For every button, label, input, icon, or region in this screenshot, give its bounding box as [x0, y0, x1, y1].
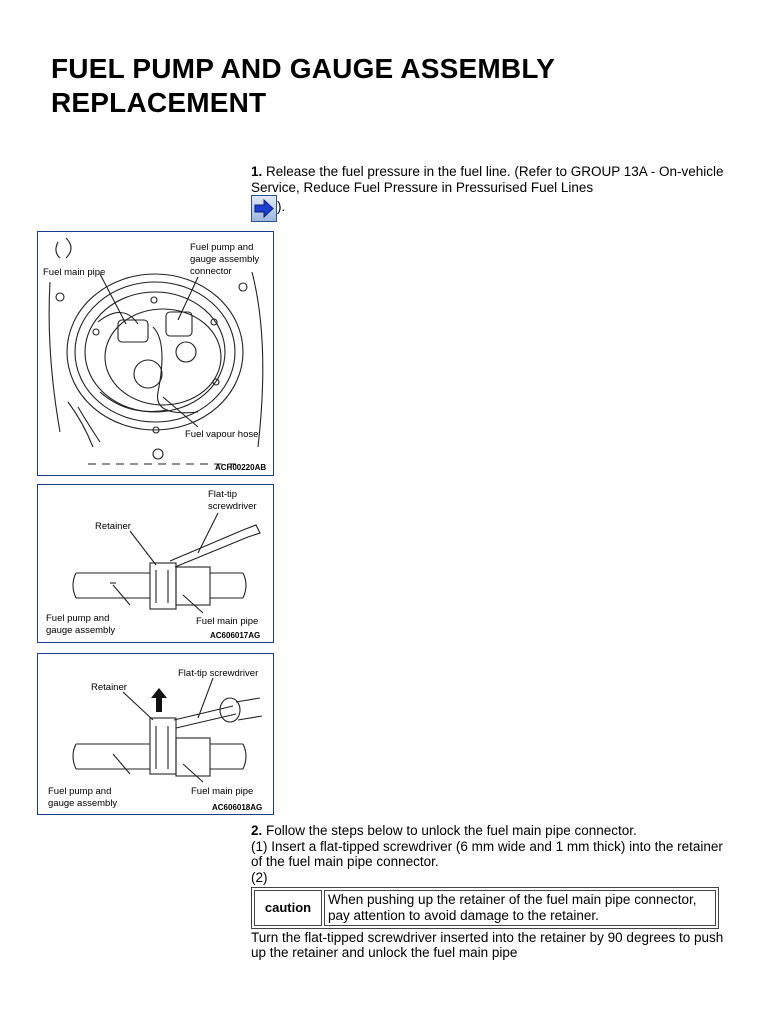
step-1-text: Release the fuel pressure in the fuel line. (Refer to GROUP 13A - On-vehicle Service, Reduce Fuel Pressure in Pressurised Fuel Lines: [251, 164, 724, 195]
step-2-number: 2.: [251, 823, 263, 838]
label-flat-tip-screwdriver: Flat-tip screwdriver: [178, 668, 259, 679]
label-fuel-main-pipe: Fuel main pipe: [43, 267, 106, 278]
figure-retainer-push-up: [37, 653, 274, 815]
label-fuel-main-pipe: Fuel main pipe: [191, 786, 254, 797]
title-line-2: REPLACEMENT: [51, 87, 267, 118]
step-2: [251, 823, 726, 961]
step-2-text: Follow the steps below to unlock the fuel main pipe connector.: [266, 823, 637, 838]
caution-box: [251, 887, 719, 928]
step-1: [251, 164, 726, 222]
label-connector-line3: connector: [190, 266, 232, 277]
label-assembly-line2: gauge assembly: [48, 798, 118, 809]
caution-label: caution: [254, 890, 322, 925]
step-2-substep-1: (1) Insert a flat-tipped screwdriver (6 mm wide and 1 mm thick) into the retainer of the fuel main pipe connector.: [251, 838, 723, 870]
label-flat-tip-line2: screwdriver: [208, 501, 257, 512]
figure-code: ACH00220AB: [215, 463, 267, 472]
step-2-substep-2: (2): [251, 869, 268, 885]
figure-code: AC606018AG: [212, 803, 263, 812]
label-retainer: Retainer: [95, 521, 131, 532]
label-retainer: Retainer: [91, 682, 127, 693]
label-fuel-vapour-hose: Fuel vapour hose: [185, 429, 259, 440]
label-connector-line1: Fuel pump and: [190, 242, 254, 253]
reference-link-arrow-icon[interactable]: [251, 195, 277, 222]
step-1-number: 1.: [251, 164, 263, 179]
label-assembly-line2: gauge assembly: [46, 625, 116, 636]
caution-text: When pushing up the retainer of the fuel main pipe connector, pay attention to avoid damage to the retainer.: [324, 890, 716, 925]
label-flat-tip-line1: Flat-tip: [208, 489, 238, 500]
figure-retainer-insert-screwdriver: [37, 484, 274, 643]
figure-fuel-pump-top-view: [37, 231, 274, 476]
step-2-after-text: Turn the flat-tipped screwdriver inserted into the retainer by 90 degrees to push up the retainer and unlock the fuel main pipe: [251, 929, 724, 961]
label-connector-line2: gauge assembly: [190, 254, 260, 265]
title-line-1: FUEL PUMP AND GAUGE ASSEMBLY: [51, 53, 555, 84]
page-title: [51, 52, 691, 120]
step-1-suffix: ).: [277, 199, 286, 215]
label-assembly-line1: Fuel pump and: [48, 786, 112, 797]
label-fuel-main-pipe: Fuel main pipe: [196, 616, 259, 627]
label-assembly-line1: Fuel pump and: [46, 613, 110, 624]
figure-code: AC606017AG: [210, 631, 261, 640]
